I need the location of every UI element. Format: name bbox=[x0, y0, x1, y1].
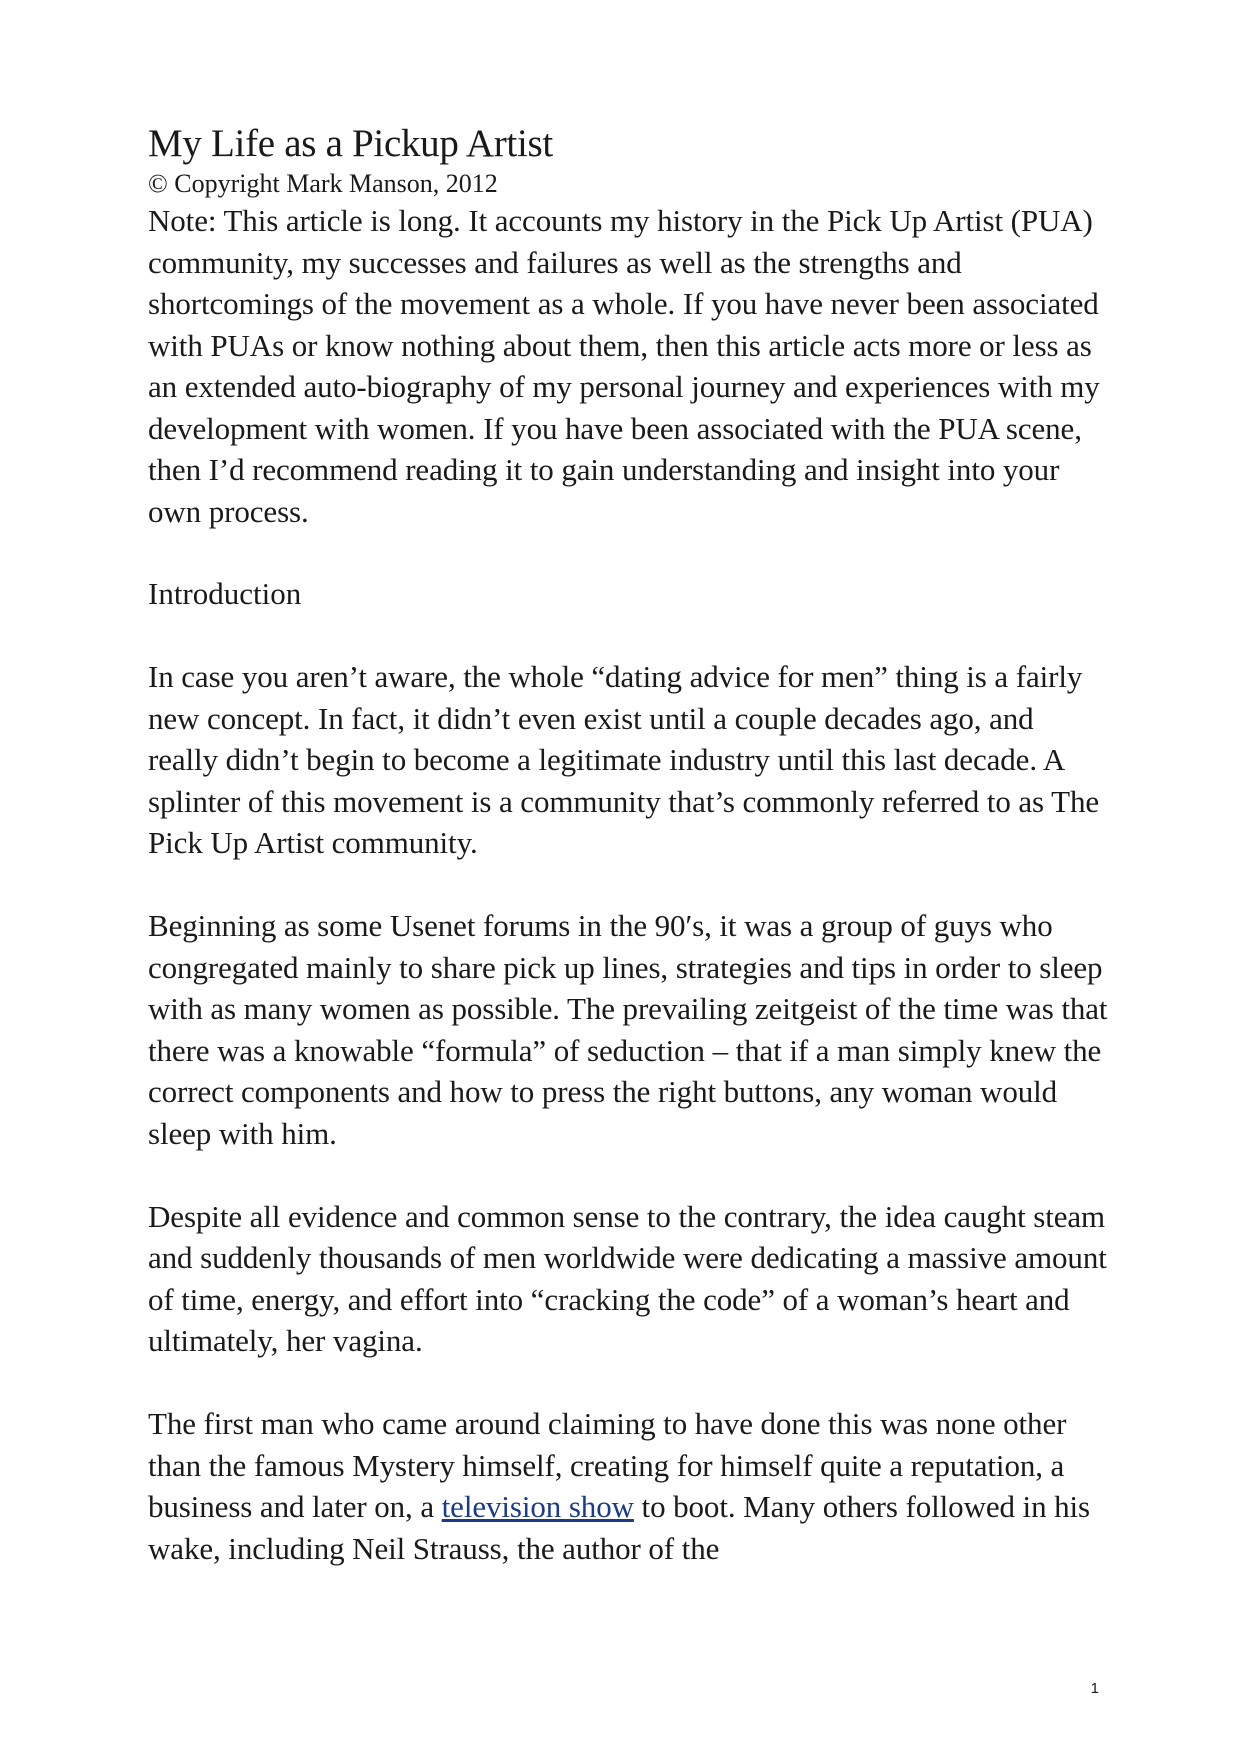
page-number: 1 bbox=[1090, 1680, 1099, 1697]
copyright-line: © Copyright Mark Manson, 2012 bbox=[148, 169, 498, 198]
note-text: This article is long. It accounts my history in the Pick Up Artist (PUA) community, my successes and failures as well as the strengths and shortcomings of the movement as a whole. If you have never been associated with PUAs or know nothing about them, then this article acts more or less as an extended auto-biography of my personal journey and experiences with my development with women. If you have been associated with the PUA scene, then I’d recommend reading it to gain understanding and insight into your own process. bbox=[148, 203, 1100, 529]
paragraph-4 bbox=[148, 1403, 1108, 1569]
paragraph-4-text-end: to boot. Many others followed in his wake, including Neil Strauss, the author of the bbox=[148, 1489, 1090, 1566]
television-show-link[interactable]: television show bbox=[441, 1489, 634, 1524]
paragraph-2: Beginning as some Usenet forums in the 90′s, it was a group of guys who congregated mainly to share pick up lines, strategies and tips in order to sleep with as many women as possible. The prevailing zeitgeist of the time was that there was a knowable “formula” of seduction – that if a man simply knew the correct components and how to press the right buttons, any woman would sleep with him. bbox=[148, 908, 1108, 1151]
document-content bbox=[148, 120, 1108, 1569]
document-title: My Life as a Pickup Artist bbox=[148, 122, 553, 165]
paragraph-4-text-start: The first man who came around claiming to have done this was none other than the famous Mystery himself, creating for himself quite a reputation, a business and later on, a bbox=[148, 1406, 1067, 1524]
note-paragraph bbox=[148, 200, 1108, 532]
paragraph-1: In case you aren’t aware, the whole “dating advice for men” thing is a fairly new concept. In fact, it didn’t even exist until a couple decades ago, and really didn’t begin to become a legitimate industry until this last decade. A splinter of this movement is a community that’s commonly referred to as The Pick Up Artist community. bbox=[148, 659, 1100, 860]
paragraph-3: Despite all evidence and common sense to the contrary, the idea caught steam and suddenly thousands of men worldwide were dedicating a massive amount of time, energy, and effort into “cracking the code” of a woman’s heart and ultimately, her vagina. bbox=[148, 1198, 1107, 1358]
section-heading-introduction: Introduction bbox=[148, 576, 302, 611]
note-label: Note: bbox=[148, 203, 217, 238]
